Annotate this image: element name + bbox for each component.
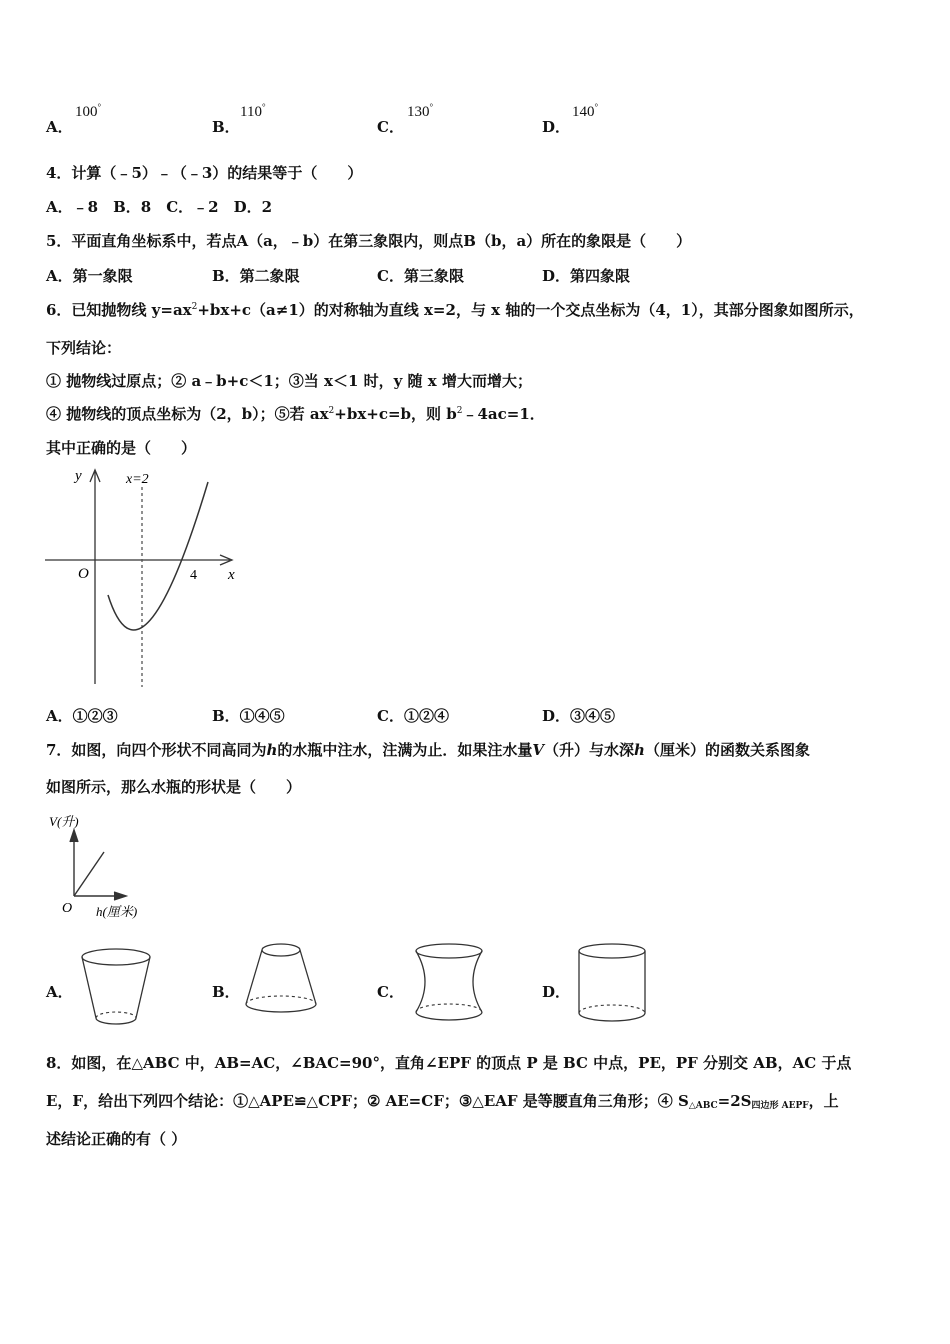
q3-option-c-letter: C． — [377, 118, 404, 136]
h-label: h(厘米) — [96, 904, 138, 919]
v-label: V(升) — [49, 814, 79, 829]
q8-line1: 8．如图，在△ABC 中，AB=AC，∠BAC=90°，直角∠EPF 的顶点 P 是 BC 中点，PE，PF 分别交 AB，AC 于点 — [46, 1054, 852, 1072]
q6-option-c: C．①②④ — [377, 707, 449, 725]
q5-option-b: B．第二象限 — [212, 267, 300, 285]
y-label: y — [75, 468, 82, 484]
q5-option-a: A．第一象限 — [46, 267, 133, 285]
v-axis-arrow — [70, 830, 78, 842]
q7-line2: 如图所示，那么水瓶的形状是（ ） — [46, 778, 302, 796]
q5-option-d: D．第四象限 — [542, 267, 631, 285]
symmetry-label: x=2 — [126, 472, 149, 487]
q4-stem: 4．计算（﹣5）﹣（﹣3）的结果等于（ ） — [46, 164, 363, 182]
q3-option-d-value: 140° — [572, 102, 599, 120]
q6-parabola-graph — [40, 462, 250, 690]
q6-stem: 6．已知抛物线 $y=ax^2+bx+c(a\ne 1)$的对称轴为直线 x=2，与 x 轴的一个交点坐标为（4，1），其部分图象如图所示， — [46, 301, 864, 319]
q6-line2: 下列结论： — [46, 339, 122, 357]
q3-option-b-value: 110° — [240, 102, 266, 120]
q6-question: 其中正确的是（ ） — [46, 439, 197, 457]
h-axis-arrow — [114, 892, 126, 900]
q6-conclusions-2: ④ 抛物线的顶点坐标为（2，b）；⑤若 $ax^2+bx+c=b$，则 $b^2﹣4ac=1$． — [46, 405, 545, 423]
q7-option-b: B． — [212, 983, 240, 1001]
q3-option-a-letter: A． — [46, 118, 73, 136]
q6-option-d: D．③④⑤ — [542, 707, 616, 725]
bottle-b-icon — [242, 940, 320, 1020]
q7-stem: 7．如图，向四个形状不同高同为h的水瓶中注水，注满为止．如果注水量V（升）与水深h（厘米）的函数关系图象 — [46, 741, 810, 759]
q3-option-c-value: 130° — [407, 102, 434, 120]
q3-option-d-letter: D． — [542, 118, 571, 136]
root-label: 4 — [190, 568, 197, 583]
q7-option-c: C． — [377, 983, 404, 1001]
x-label: x — [228, 567, 235, 583]
q5-option-c: C．第三象限 — [377, 267, 464, 285]
origin-label: O — [62, 901, 73, 916]
bottle-a-icon — [78, 945, 154, 1031]
origin-label: O — [78, 566, 89, 582]
q4-options: A．﹣8 B．8 C．﹣2 D．2 — [46, 198, 273, 216]
parabola-curve — [108, 482, 208, 630]
q7-option-a: A． — [46, 983, 73, 1001]
bottle-c-icon — [408, 940, 490, 1028]
q8-line2: E，F，给出下列四个结论：①△APE≌△CPF；② AE=CF；③△EAF 是等腰直角三角形；④ $S_{\triangle ABC}=2S_{四边形 AEPF}$，上 — [46, 1092, 839, 1111]
q7-volume-graph — [44, 810, 154, 925]
q7-option-d: D． — [542, 983, 571, 1001]
linear-line — [74, 852, 104, 896]
q5-stem: 5．平面直角坐标系中，若点A（a，﹣b）在第三象限内，则点B（b，a）所在的象限是（ ） — [46, 232, 692, 250]
q8-line3: 述结论正确的有（ ） — [46, 1130, 187, 1148]
bottle-d-icon — [572, 940, 652, 1028]
q6-option-b: B．①④⑤ — [212, 707, 285, 725]
q6-option-a: A．①②③ — [46, 707, 118, 725]
q3-option-b-letter: B． — [212, 118, 240, 136]
q3-option-a-value: 100° — [75, 102, 102, 120]
q6-conclusions-1: ① 抛物线过原点；② a﹣b+c＜1；③当 x＜1 时，y 随 x 增大而增大； — [46, 372, 532, 390]
